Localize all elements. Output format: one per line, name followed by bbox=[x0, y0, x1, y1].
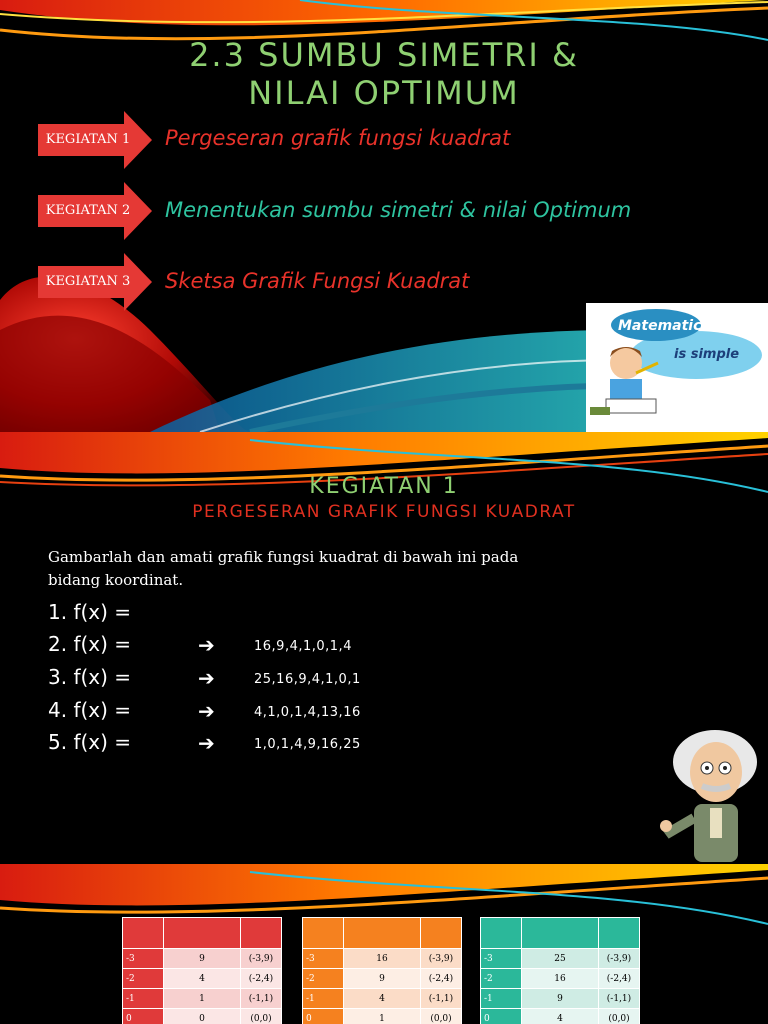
item-number: 1. bbox=[48, 600, 68, 624]
item-number: 5. bbox=[48, 730, 68, 754]
x-cell: -2 bbox=[123, 969, 164, 989]
right-arrow-icon: ➔ bbox=[198, 666, 215, 690]
item-label: f(x) = bbox=[73, 632, 132, 656]
y-cell: 9 bbox=[522, 989, 599, 1009]
point-cell: (-2,4) bbox=[241, 969, 282, 989]
item-number: 3. bbox=[48, 665, 68, 689]
item-label: f(x) = bbox=[73, 730, 132, 754]
point-cell: (-1,1) bbox=[421, 989, 462, 1009]
value-table-3 bbox=[480, 917, 640, 1024]
item-values: 1,0,1,4,9,16,25 bbox=[254, 737, 361, 752]
item-label: f(x) = bbox=[73, 698, 132, 722]
table-row bbox=[303, 969, 462, 989]
y-cell: 0 bbox=[164, 1009, 241, 1024]
title-line-1: 2.3 SUMBU SIMETRI & bbox=[189, 36, 579, 74]
point-cell: (-3,9) bbox=[599, 949, 640, 969]
item-values: 16,9,4,1,0,1,4 bbox=[254, 639, 352, 654]
table-row bbox=[303, 1009, 462, 1024]
x-cell: -3 bbox=[481, 949, 522, 969]
table-row bbox=[123, 989, 282, 1009]
matematic-logo bbox=[586, 303, 768, 432]
x-cell: -1 bbox=[303, 989, 344, 1009]
function-item-2 bbox=[48, 632, 131, 656]
x-cell: -2 bbox=[481, 969, 522, 989]
item-label: f(x) = bbox=[73, 665, 132, 689]
table-header bbox=[123, 918, 282, 949]
item-number: 2. bbox=[48, 632, 68, 656]
value-table-2 bbox=[302, 917, 462, 1024]
y-cell: 1 bbox=[344, 1009, 421, 1024]
kegiatan-1-text[interactable]: Pergeseran grafik fungsi kuadrat bbox=[165, 126, 511, 150]
x-cell: 0 bbox=[481, 1009, 522, 1024]
y-cell: 16 bbox=[522, 969, 599, 989]
function-item-1 bbox=[48, 600, 131, 624]
kegiatan-2-arrow[interactable] bbox=[38, 182, 152, 240]
point-cell: (-2,4) bbox=[421, 969, 462, 989]
table-row bbox=[303, 989, 462, 1009]
slide-2 bbox=[0, 432, 768, 864]
einstein-mascot-icon bbox=[660, 722, 768, 864]
table-header bbox=[303, 918, 462, 949]
right-arrow-icon: ➔ bbox=[198, 699, 215, 723]
kegiatan-2-text[interactable]: Menentukan sumbu simetri & nilai Optimum bbox=[165, 198, 632, 222]
table-header bbox=[481, 918, 640, 949]
value-table-1 bbox=[122, 917, 282, 1024]
item-values: 25,16,9,4,1,0,1 bbox=[254, 672, 361, 687]
x-cell: 0 bbox=[123, 1009, 164, 1024]
y-cell: 9 bbox=[164, 949, 241, 969]
y-cell: 4 bbox=[522, 1009, 599, 1024]
function-item-3 bbox=[48, 665, 131, 689]
item-label: f(x) = bbox=[73, 600, 132, 624]
kegiatan-subtitle: PERGESERAN GRAFIK FUNGSI KUADRAT bbox=[192, 502, 576, 522]
slide-title bbox=[0, 36, 768, 112]
x-cell: -1 bbox=[123, 989, 164, 1009]
right-arrow-icon: ➔ bbox=[198, 633, 215, 657]
logo-word-2: is simple bbox=[674, 347, 740, 362]
kegiatan-1-label: KEGIATAN 1 bbox=[45, 132, 131, 147]
point-cell: (-1,1) bbox=[241, 989, 282, 1009]
point-cell: (0,0) bbox=[421, 1009, 462, 1024]
function-item-4 bbox=[48, 698, 131, 722]
slide-3 bbox=[0, 864, 768, 1024]
item-number: 4. bbox=[48, 698, 68, 722]
table-row bbox=[123, 969, 282, 989]
point-cell: (-3,9) bbox=[241, 949, 282, 969]
x-cell: -2 bbox=[303, 969, 344, 989]
instruction-text: Gambarlah dan amati grafik fungsi kuadrat di bawah ini pada bidang koordinat. bbox=[48, 548, 519, 589]
logo-word-1: Matematic bbox=[618, 318, 702, 334]
y-cell: 9 bbox=[344, 969, 421, 989]
x-cell: -3 bbox=[303, 949, 344, 969]
table-row bbox=[123, 1009, 282, 1024]
function-item-5 bbox=[48, 730, 131, 754]
kegiatan-1-arrow[interactable] bbox=[38, 111, 152, 169]
table-row bbox=[481, 989, 640, 1009]
table-row bbox=[481, 1009, 640, 1024]
kegiatan-3-arrow[interactable] bbox=[38, 253, 152, 311]
point-cell: (-2,4) bbox=[599, 969, 640, 989]
y-cell: 25 bbox=[522, 949, 599, 969]
table-row bbox=[481, 969, 640, 989]
table-row bbox=[481, 949, 640, 969]
y-cell: 4 bbox=[164, 969, 241, 989]
point-cell: (-3,9) bbox=[421, 949, 462, 969]
y-cell: 16 bbox=[344, 949, 421, 969]
table-row bbox=[303, 949, 462, 969]
title-line-2: NILAI OPTIMUM bbox=[248, 74, 520, 112]
x-cell: -1 bbox=[481, 989, 522, 1009]
point-cell: (-1,1) bbox=[599, 989, 640, 1009]
x-cell: -3 bbox=[123, 949, 164, 969]
kegiatan-2-label: KEGIATAN 2 bbox=[45, 203, 131, 218]
point-cell: (0,0) bbox=[241, 1009, 282, 1024]
y-cell: 4 bbox=[344, 989, 421, 1009]
item-values: 4,1,0,1,4,13,16 bbox=[254, 705, 361, 720]
kegiatan-title: KEGIATAN 1 bbox=[309, 474, 459, 499]
point-cell: (0,0) bbox=[599, 1009, 640, 1024]
slide-1 bbox=[0, 0, 768, 432]
right-arrow-icon: ➔ bbox=[198, 731, 215, 755]
x-cell: 0 bbox=[303, 1009, 344, 1024]
y-cell: 1 bbox=[164, 989, 241, 1009]
kegiatan-3-label: KEGIATAN 3 bbox=[45, 274, 131, 289]
table-row bbox=[123, 949, 282, 969]
kegiatan-3-text[interactable]: Sketsa Grafik Fungsi Kuadrat bbox=[165, 269, 470, 293]
